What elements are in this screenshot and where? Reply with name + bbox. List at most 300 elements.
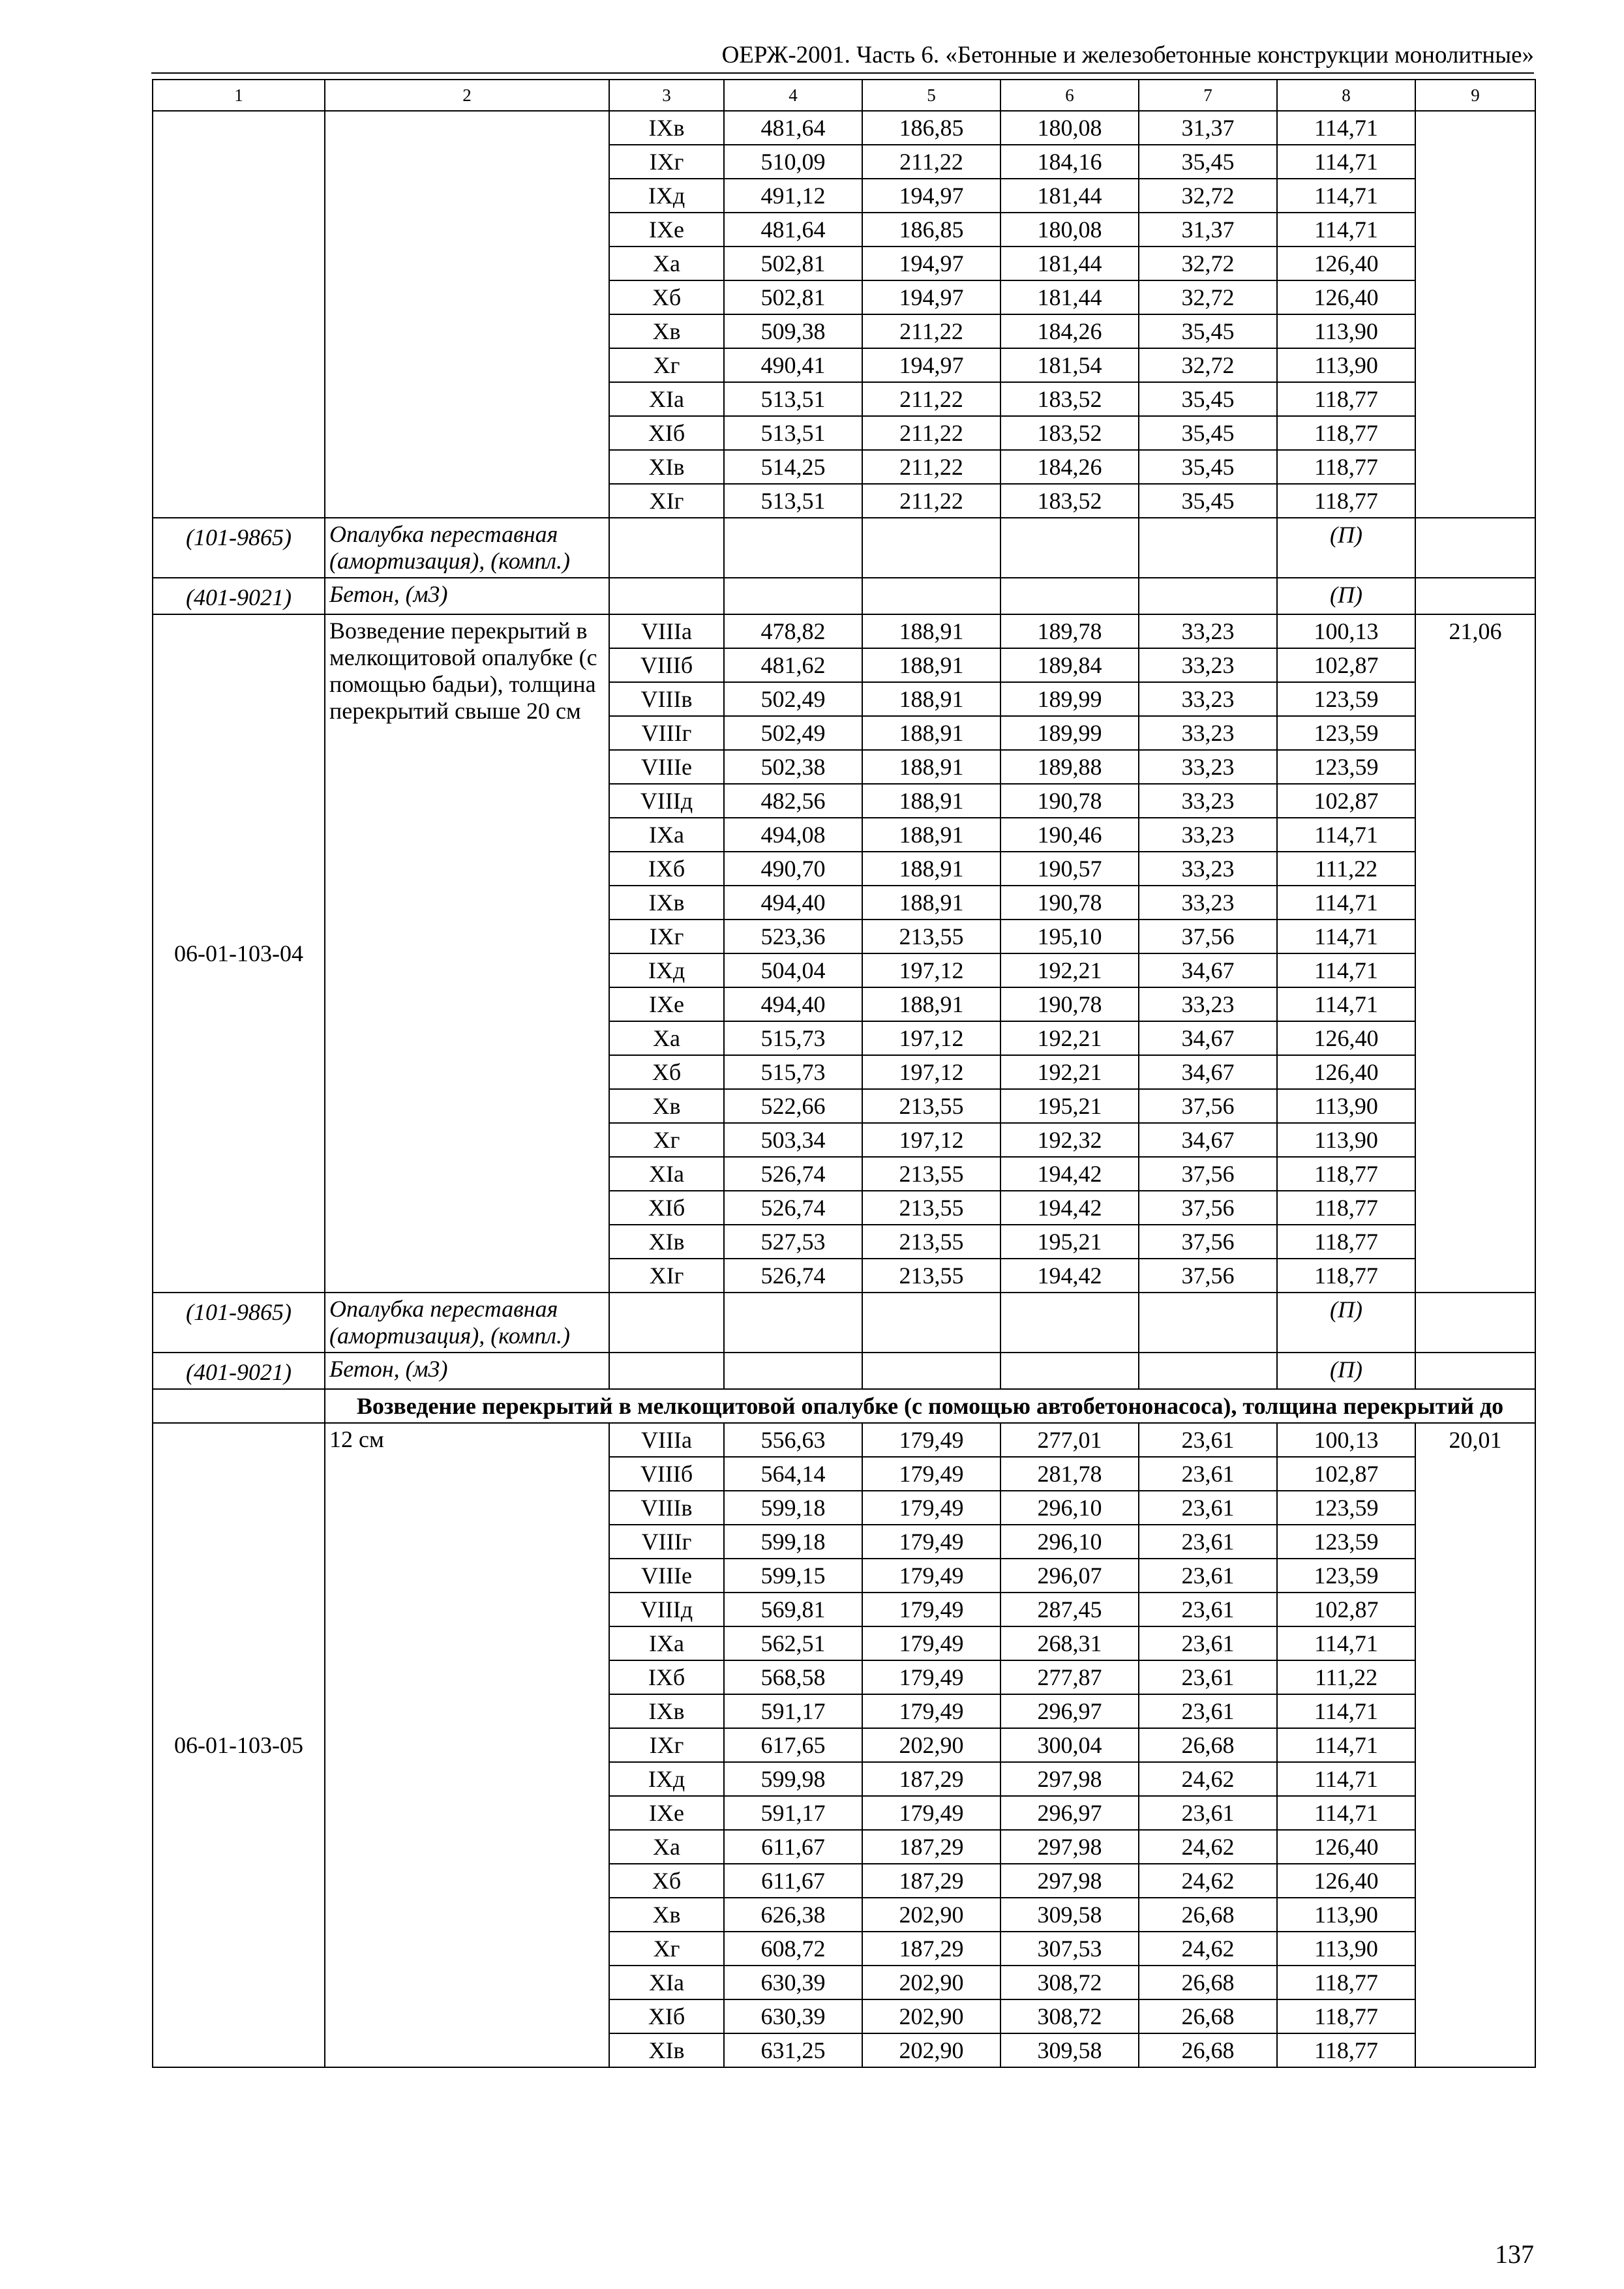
value-cell: 181,44 bbox=[1000, 179, 1139, 213]
empty-cell bbox=[1000, 1293, 1139, 1353]
value-cell: 481,64 bbox=[724, 213, 862, 247]
resource-unit: (П) bbox=[1277, 518, 1415, 578]
value-cell: 23,61 bbox=[1139, 1626, 1277, 1660]
value-cell: 188,91 bbox=[862, 886, 1000, 920]
empty-cell bbox=[724, 518, 862, 578]
zone-class: VIIIа bbox=[609, 614, 724, 648]
value-cell: 23,61 bbox=[1139, 1593, 1277, 1626]
value-cell: 102,87 bbox=[1277, 1457, 1415, 1491]
value-cell: 114,71 bbox=[1277, 213, 1415, 247]
value-cell: 114,71 bbox=[1277, 179, 1415, 213]
value-cell: 194,97 bbox=[862, 280, 1000, 314]
value-cell: 32,72 bbox=[1139, 247, 1277, 280]
zone-class: VIIIе bbox=[609, 1559, 724, 1593]
value-cell: 192,21 bbox=[1000, 1055, 1139, 1089]
column-number: 1 bbox=[153, 80, 325, 111]
value-cell: 202,90 bbox=[862, 1966, 1000, 1999]
empty-cell bbox=[153, 484, 325, 518]
empty-cell bbox=[153, 348, 325, 382]
zone-class: IXд bbox=[609, 953, 724, 987]
value-cell: 478,82 bbox=[724, 614, 862, 648]
empty-cell bbox=[153, 213, 325, 247]
value-cell: 187,29 bbox=[862, 1864, 1000, 1898]
empty-cell bbox=[1415, 348, 1535, 382]
header-rule bbox=[151, 72, 1534, 74]
zone-class: XIв bbox=[609, 1225, 724, 1259]
resource-unit: (П) bbox=[1277, 1353, 1415, 1389]
value-cell: 35,45 bbox=[1139, 416, 1277, 450]
empty-cell bbox=[724, 1353, 862, 1389]
table-row bbox=[153, 348, 1535, 382]
zone-class: IXа bbox=[609, 1626, 724, 1660]
value-cell: 213,55 bbox=[862, 1089, 1000, 1123]
empty-cell bbox=[1415, 1353, 1535, 1389]
value-cell: 187,29 bbox=[862, 1932, 1000, 1966]
zone-class: Xб bbox=[609, 1055, 724, 1089]
zone-class: Xв bbox=[609, 314, 724, 348]
value-cell: 102,87 bbox=[1277, 784, 1415, 818]
rate-description: Возведение перекрытий в мелкощитовой опалубке (с помощью бадьи), толщина перекрытий свыше 20 см bbox=[325, 614, 609, 1293]
value-cell: 482,56 bbox=[724, 784, 862, 818]
value-cell: 281,78 bbox=[1000, 1457, 1139, 1491]
table-row bbox=[153, 382, 1535, 416]
resource-code: (101-9865) bbox=[153, 1293, 325, 1353]
value-cell: 502,49 bbox=[724, 716, 862, 750]
value-cell: 184,26 bbox=[1000, 450, 1139, 484]
value-cell: 194,42 bbox=[1000, 1259, 1139, 1293]
value-cell: 296,10 bbox=[1000, 1491, 1139, 1525]
value-cell: 211,22 bbox=[862, 450, 1000, 484]
value-cell: 33,23 bbox=[1139, 750, 1277, 784]
value-cell: 494,40 bbox=[724, 987, 862, 1021]
value-cell: 114,71 bbox=[1277, 920, 1415, 953]
empty-cell bbox=[1415, 179, 1535, 213]
value-cell: 126,40 bbox=[1277, 1864, 1415, 1898]
zone-class: IXв bbox=[609, 886, 724, 920]
value-cell: 510,09 bbox=[724, 145, 862, 179]
table-row bbox=[153, 450, 1535, 484]
value-cell: 23,61 bbox=[1139, 1660, 1277, 1694]
value-cell: 111,22 bbox=[1277, 852, 1415, 886]
value-cell: 513,51 bbox=[724, 382, 862, 416]
page-header: ОЕРЖ-2001. Часть 6. «Бетонные и железобетонные конструкции монолитные» bbox=[721, 42, 1534, 68]
value-cell: 502,38 bbox=[724, 750, 862, 784]
empty-cell bbox=[325, 145, 609, 179]
value-cell: 114,71 bbox=[1277, 1728, 1415, 1762]
value-cell: 194,97 bbox=[862, 247, 1000, 280]
value-cell: 188,91 bbox=[862, 648, 1000, 682]
column-number: 4 bbox=[724, 80, 862, 111]
value-cell: 189,84 bbox=[1000, 648, 1139, 682]
rate-description: 12 см bbox=[325, 1423, 609, 2067]
value-cell: 33,23 bbox=[1139, 852, 1277, 886]
value-cell: 111,22 bbox=[1277, 1660, 1415, 1694]
value-cell: 481,64 bbox=[724, 111, 862, 145]
value-cell: 33,23 bbox=[1139, 987, 1277, 1021]
value-cell: 190,57 bbox=[1000, 852, 1139, 886]
resource-row bbox=[153, 518, 1535, 578]
value-cell: 568,58 bbox=[724, 1660, 862, 1694]
value-cell: 513,51 bbox=[724, 484, 862, 518]
table-row bbox=[153, 484, 1535, 518]
resource-row bbox=[153, 1353, 1535, 1389]
zone-class: XIг bbox=[609, 484, 724, 518]
empty-cell bbox=[1000, 518, 1139, 578]
value-cell: 569,81 bbox=[724, 1593, 862, 1626]
value-cell: 34,67 bbox=[1139, 953, 1277, 987]
value-cell: 202,90 bbox=[862, 1898, 1000, 1932]
value-cell: 179,49 bbox=[862, 1626, 1000, 1660]
column-number: 2 bbox=[325, 80, 609, 111]
empty-cell bbox=[1139, 518, 1277, 578]
zone-class: IXе bbox=[609, 213, 724, 247]
empty-cell bbox=[1415, 213, 1535, 247]
value-cell: 126,40 bbox=[1277, 1830, 1415, 1864]
value-cell: 118,77 bbox=[1277, 382, 1415, 416]
resource-name: Опалубка переставная (амортизация), (компл.) bbox=[325, 1293, 609, 1353]
value-cell: 123,59 bbox=[1277, 716, 1415, 750]
zone-class: IXг bbox=[609, 1728, 724, 1762]
value-cell: 189,99 bbox=[1000, 716, 1139, 750]
value-cell: 183,52 bbox=[1000, 484, 1139, 518]
column-9-value: 20,01 bbox=[1415, 1423, 1535, 2067]
value-cell: 494,40 bbox=[724, 886, 862, 920]
empty-cell bbox=[325, 450, 609, 484]
empty-cell bbox=[862, 518, 1000, 578]
value-cell: 599,98 bbox=[724, 1762, 862, 1796]
value-cell: 190,78 bbox=[1000, 987, 1139, 1021]
zone-class: XIб bbox=[609, 1191, 724, 1225]
value-cell: 287,45 bbox=[1000, 1593, 1139, 1626]
zone-class: VIIIг bbox=[609, 1525, 724, 1559]
value-cell: 308,72 bbox=[1000, 1966, 1139, 1999]
value-cell: 187,29 bbox=[862, 1830, 1000, 1864]
zone-class: VIIIв bbox=[609, 1491, 724, 1525]
zone-class: XIа bbox=[609, 1966, 724, 1999]
zone-class: VIIIб bbox=[609, 1457, 724, 1491]
empty-cell bbox=[609, 1353, 724, 1389]
empty-cell bbox=[862, 1293, 1000, 1353]
resource-name: Бетон, (м3) bbox=[325, 1353, 609, 1389]
empty-cell bbox=[325, 416, 609, 450]
value-cell: 24,62 bbox=[1139, 1830, 1277, 1864]
empty-cell bbox=[153, 247, 325, 280]
zone-class: XIа bbox=[609, 1157, 724, 1191]
value-cell: 118,77 bbox=[1277, 2033, 1415, 2067]
zone-class: IXв bbox=[609, 1694, 724, 1728]
resource-name: Опалубка переставная (амортизация), (компл.) bbox=[325, 518, 609, 578]
value-cell: 213,55 bbox=[862, 1191, 1000, 1225]
empty-cell bbox=[325, 111, 609, 145]
value-cell: 194,97 bbox=[862, 179, 1000, 213]
value-cell: 491,12 bbox=[724, 179, 862, 213]
value-cell: 118,77 bbox=[1277, 1999, 1415, 2033]
table-row bbox=[153, 213, 1535, 247]
value-cell: 202,90 bbox=[862, 1999, 1000, 2033]
value-cell: 114,71 bbox=[1277, 987, 1415, 1021]
value-cell: 195,21 bbox=[1000, 1225, 1139, 1259]
zone-class: IXб bbox=[609, 852, 724, 886]
empty-cell bbox=[153, 111, 325, 145]
value-cell: 23,61 bbox=[1139, 1559, 1277, 1593]
resource-name: Бетон, (м3) bbox=[325, 578, 609, 614]
value-cell: 35,45 bbox=[1139, 450, 1277, 484]
value-cell: 188,91 bbox=[862, 987, 1000, 1021]
value-cell: 114,71 bbox=[1277, 1796, 1415, 1830]
empty-cell bbox=[1139, 1353, 1277, 1389]
empty-cell bbox=[153, 450, 325, 484]
empty-cell bbox=[1139, 578, 1277, 614]
value-cell: 114,71 bbox=[1277, 1626, 1415, 1660]
value-cell: 33,23 bbox=[1139, 648, 1277, 682]
value-cell: 181,54 bbox=[1000, 348, 1139, 382]
value-cell: 181,44 bbox=[1000, 247, 1139, 280]
zone-class: Xб bbox=[609, 280, 724, 314]
value-cell: 102,87 bbox=[1277, 1593, 1415, 1626]
empty-cell bbox=[325, 382, 609, 416]
value-cell: 181,44 bbox=[1000, 280, 1139, 314]
value-cell: 118,77 bbox=[1277, 1157, 1415, 1191]
value-cell: 33,23 bbox=[1139, 682, 1277, 716]
value-cell: 24,62 bbox=[1139, 1864, 1277, 1898]
value-cell: 34,67 bbox=[1139, 1021, 1277, 1055]
column-9-value: 21,06 bbox=[1415, 614, 1535, 1293]
value-cell: 179,49 bbox=[862, 1491, 1000, 1525]
value-cell: 31,37 bbox=[1139, 213, 1277, 247]
rate-code: 06-01-103-04 bbox=[153, 614, 325, 1293]
value-cell: 490,41 bbox=[724, 348, 862, 382]
value-cell: 114,71 bbox=[1277, 818, 1415, 852]
empty-cell bbox=[325, 314, 609, 348]
value-cell: 522,66 bbox=[724, 1089, 862, 1123]
value-cell: 118,77 bbox=[1277, 416, 1415, 450]
value-cell: 37,56 bbox=[1139, 1191, 1277, 1225]
value-cell: 194,97 bbox=[862, 348, 1000, 382]
zone-class: VIIIд bbox=[609, 784, 724, 818]
value-cell: 527,53 bbox=[724, 1225, 862, 1259]
value-cell: 26,68 bbox=[1139, 1999, 1277, 2033]
value-cell: 23,61 bbox=[1139, 1694, 1277, 1728]
empty-cell bbox=[153, 416, 325, 450]
value-cell: 631,25 bbox=[724, 2033, 862, 2067]
value-cell: 100,13 bbox=[1277, 614, 1415, 648]
value-cell: 190,78 bbox=[1000, 784, 1139, 818]
value-cell: 308,72 bbox=[1000, 1999, 1139, 2033]
value-cell: 297,98 bbox=[1000, 1864, 1139, 1898]
value-cell: 211,22 bbox=[862, 416, 1000, 450]
value-cell: 564,14 bbox=[724, 1457, 862, 1491]
value-cell: 37,56 bbox=[1139, 1157, 1277, 1191]
value-cell: 197,12 bbox=[862, 1021, 1000, 1055]
value-cell: 599,18 bbox=[724, 1491, 862, 1525]
value-cell: 188,91 bbox=[862, 682, 1000, 716]
value-cell: 192,21 bbox=[1000, 953, 1139, 987]
value-cell: 118,77 bbox=[1277, 1259, 1415, 1293]
value-cell: 113,90 bbox=[1277, 1089, 1415, 1123]
value-cell: 503,34 bbox=[724, 1123, 862, 1157]
value-cell: 211,22 bbox=[862, 145, 1000, 179]
zone-class: VIIIб bbox=[609, 648, 724, 682]
value-cell: 513,51 bbox=[724, 416, 862, 450]
zone-class: IXв bbox=[609, 111, 724, 145]
value-cell: 296,97 bbox=[1000, 1694, 1139, 1728]
column-number: 3 bbox=[609, 80, 724, 111]
value-cell: 113,90 bbox=[1277, 1123, 1415, 1157]
empty-cell bbox=[1415, 314, 1535, 348]
value-cell: 509,38 bbox=[724, 314, 862, 348]
value-cell: 188,91 bbox=[862, 818, 1000, 852]
value-cell: 611,67 bbox=[724, 1830, 862, 1864]
value-cell: 35,45 bbox=[1139, 382, 1277, 416]
table-row bbox=[153, 145, 1535, 179]
column-number: 5 bbox=[862, 80, 1000, 111]
value-cell: 490,70 bbox=[724, 852, 862, 886]
value-cell: 481,62 bbox=[724, 648, 862, 682]
value-cell: 190,78 bbox=[1000, 886, 1139, 920]
zone-class: XIа bbox=[609, 382, 724, 416]
value-cell: 179,49 bbox=[862, 1423, 1000, 1457]
value-cell: 113,90 bbox=[1277, 1898, 1415, 1932]
value-cell: 194,42 bbox=[1000, 1157, 1139, 1191]
zone-class: IXг bbox=[609, 145, 724, 179]
empty-cell bbox=[1415, 382, 1535, 416]
value-cell: 523,36 bbox=[724, 920, 862, 953]
zone-class: XIг bbox=[609, 1259, 724, 1293]
empty-cell bbox=[1415, 145, 1535, 179]
value-cell: 599,15 bbox=[724, 1559, 862, 1593]
value-cell: 194,42 bbox=[1000, 1191, 1139, 1225]
value-cell: 123,59 bbox=[1277, 682, 1415, 716]
value-cell: 188,91 bbox=[862, 716, 1000, 750]
value-cell: 114,71 bbox=[1277, 953, 1415, 987]
value-cell: 35,45 bbox=[1139, 484, 1277, 518]
value-cell: 32,72 bbox=[1139, 348, 1277, 382]
value-cell: 277,87 bbox=[1000, 1660, 1139, 1694]
zone-class: IXд bbox=[609, 1762, 724, 1796]
value-cell: 211,22 bbox=[862, 382, 1000, 416]
value-cell: 300,04 bbox=[1000, 1728, 1139, 1762]
value-cell: 195,10 bbox=[1000, 920, 1139, 953]
value-cell: 296,10 bbox=[1000, 1525, 1139, 1559]
value-cell: 24,62 bbox=[1139, 1762, 1277, 1796]
value-cell: 114,71 bbox=[1277, 111, 1415, 145]
value-cell: 114,71 bbox=[1277, 145, 1415, 179]
value-cell: 192,32 bbox=[1000, 1123, 1139, 1157]
table-row bbox=[153, 179, 1535, 213]
value-cell: 197,12 bbox=[862, 953, 1000, 987]
rate-code: 06-01-103-05 bbox=[153, 1423, 325, 2067]
value-cell: 630,39 bbox=[724, 1999, 862, 2033]
value-cell: 189,99 bbox=[1000, 682, 1139, 716]
zone-class: XIб bbox=[609, 1999, 724, 2033]
empty-cell bbox=[153, 1389, 325, 1423]
value-cell: 113,90 bbox=[1277, 314, 1415, 348]
value-cell: 33,23 bbox=[1139, 614, 1277, 648]
value-cell: 123,59 bbox=[1277, 1525, 1415, 1559]
value-cell: 190,46 bbox=[1000, 818, 1139, 852]
empty-cell bbox=[609, 518, 724, 578]
value-cell: 23,61 bbox=[1139, 1796, 1277, 1830]
empty-cell bbox=[1415, 247, 1535, 280]
value-cell: 26,68 bbox=[1139, 1966, 1277, 1999]
zone-class: XIв bbox=[609, 450, 724, 484]
value-cell: 32,72 bbox=[1139, 280, 1277, 314]
resource-row bbox=[153, 1293, 1535, 1353]
value-cell: 189,88 bbox=[1000, 750, 1139, 784]
zone-class: Xа bbox=[609, 1830, 724, 1864]
zone-class: XIв bbox=[609, 2033, 724, 2067]
value-cell: 114,71 bbox=[1277, 886, 1415, 920]
value-cell: 188,91 bbox=[862, 784, 1000, 818]
value-cell: 118,77 bbox=[1277, 484, 1415, 518]
empty-cell bbox=[153, 145, 325, 179]
column-number: 6 bbox=[1000, 80, 1139, 111]
empty-cell bbox=[1415, 484, 1535, 518]
value-cell: 626,38 bbox=[724, 1898, 862, 1932]
value-cell: 37,56 bbox=[1139, 1089, 1277, 1123]
value-cell: 189,78 bbox=[1000, 614, 1139, 648]
zone-class: Xв bbox=[609, 1089, 724, 1123]
rates-table-body bbox=[153, 80, 1535, 2067]
empty-cell bbox=[153, 382, 325, 416]
value-cell: 183,52 bbox=[1000, 416, 1139, 450]
empty-cell bbox=[862, 578, 1000, 614]
empty-cell bbox=[1000, 1353, 1139, 1389]
zone-class: VIIIд bbox=[609, 1593, 724, 1626]
value-cell: 23,61 bbox=[1139, 1423, 1277, 1457]
value-cell: 126,40 bbox=[1277, 1021, 1415, 1055]
value-cell: 515,73 bbox=[724, 1021, 862, 1055]
value-cell: 591,17 bbox=[724, 1694, 862, 1728]
value-cell: 213,55 bbox=[862, 1259, 1000, 1293]
value-cell: 100,13 bbox=[1277, 1423, 1415, 1457]
resource-code: (401-9021) bbox=[153, 1353, 325, 1389]
empty-cell bbox=[609, 578, 724, 614]
value-cell: 197,12 bbox=[862, 1055, 1000, 1089]
value-cell: 309,58 bbox=[1000, 2033, 1139, 2067]
value-cell: 211,22 bbox=[862, 484, 1000, 518]
empty-cell bbox=[1415, 450, 1535, 484]
empty-cell bbox=[1415, 1293, 1535, 1353]
empty-cell bbox=[1415, 518, 1535, 578]
value-cell: 26,68 bbox=[1139, 1898, 1277, 1932]
empty-cell bbox=[724, 578, 862, 614]
value-cell: 502,81 bbox=[724, 247, 862, 280]
value-cell: 33,23 bbox=[1139, 886, 1277, 920]
resource-unit: (П) bbox=[1277, 578, 1415, 614]
empty-cell bbox=[1139, 1293, 1277, 1353]
zone-class: IXб bbox=[609, 1660, 724, 1694]
value-cell: 179,49 bbox=[862, 1593, 1000, 1626]
value-cell: 180,08 bbox=[1000, 213, 1139, 247]
value-cell: 296,07 bbox=[1000, 1559, 1139, 1593]
value-cell: 37,56 bbox=[1139, 920, 1277, 953]
value-cell: 296,97 bbox=[1000, 1796, 1139, 1830]
column-number: 9 bbox=[1415, 80, 1535, 111]
zone-class: VIIIв bbox=[609, 682, 724, 716]
resource-code: (101-9865) bbox=[153, 518, 325, 578]
resource-code: (401-9021) bbox=[153, 578, 325, 614]
empty-cell bbox=[1415, 111, 1535, 145]
value-cell: 126,40 bbox=[1277, 1055, 1415, 1089]
empty-cell bbox=[325, 179, 609, 213]
empty-cell bbox=[325, 213, 609, 247]
empty-cell bbox=[153, 280, 325, 314]
value-cell: 277,01 bbox=[1000, 1423, 1139, 1457]
value-cell: 179,49 bbox=[862, 1559, 1000, 1593]
zone-class: Xа bbox=[609, 247, 724, 280]
column-number: 8 bbox=[1277, 80, 1415, 111]
